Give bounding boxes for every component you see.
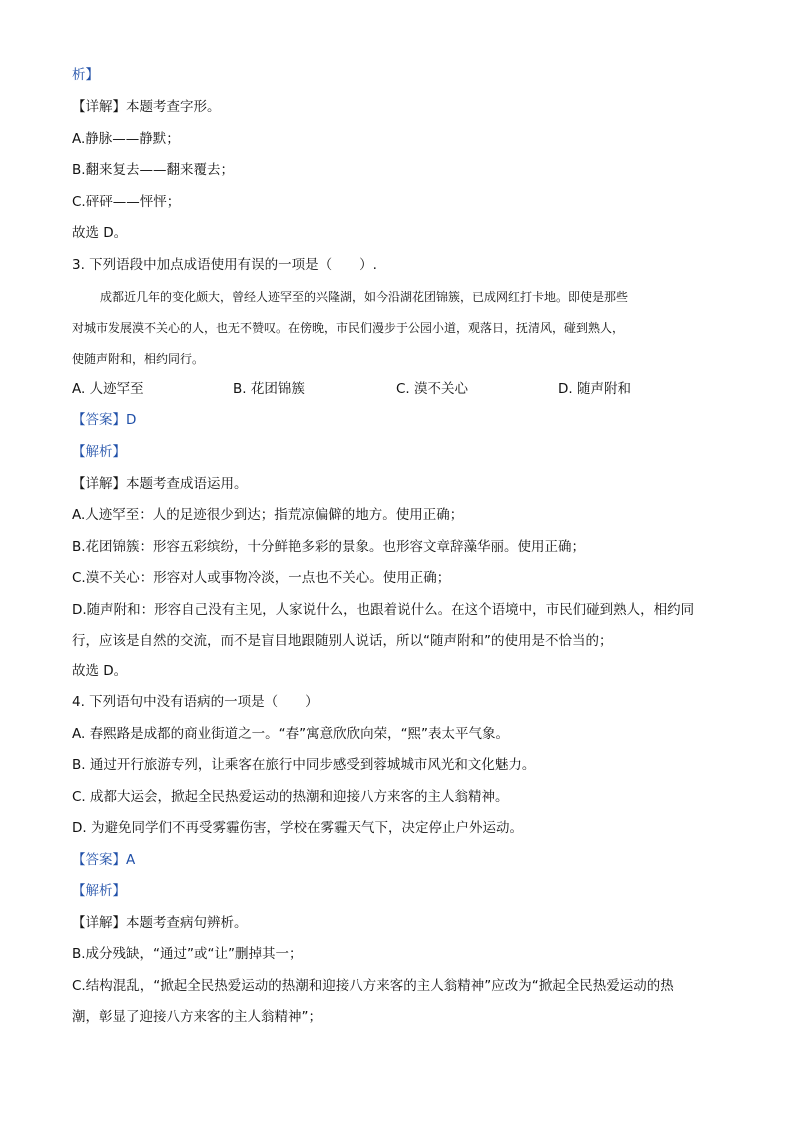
q4-detail-heading: 【详解】本题考查病句辨析。: [72, 915, 248, 931]
q3-options-row: [72, 380, 727, 398]
q2-explain-a: A.静脉——静默；: [72, 131, 180, 147]
q3-explain-c: C.漠不关心：形容对人或事物冷淡，一点也不关心。使用正确；: [72, 570, 451, 586]
q3-passage-line-2: 对城市发展漠不关心的人，也无不赞叹。在傍晚，市民们漫步于公园小道，观落日，抚清风，碰到熟人，: [72, 321, 625, 335]
q3-passage-line-1: 成都近几年的变化颇大，曾经人迹罕至的兴隆湖，如今沿湖花团锦簇，已成网红打卡地。即使是那些: [100, 290, 629, 304]
q3-explain-a: A.人迹罕至：人的足迹很少到达；指荒凉偏僻的地方。使用正确；: [72, 507, 464, 523]
q3-option-d: D. 随声附和: [558, 381, 631, 397]
q4-analysis-label: 【解析】: [72, 883, 126, 899]
q4-option-a: A. 春熙路是成都的商业街道之一。“春”寓意欣欣向荣，“熙”表太平气象。: [72, 726, 510, 742]
q4-explain-c-line-2: 潮，彰显了迎接八方来客的主人翁精神”；: [72, 1009, 322, 1025]
q2-explain-c: C.砰砰——怦怦；: [72, 194, 181, 210]
q3-detail-heading: 【详解】本题考查成语运用。: [72, 476, 248, 492]
q3-conclusion: 故选 D。: [72, 663, 128, 679]
q2-detail-heading: 【详解】本题考查字形。: [72, 99, 221, 115]
q4-answer: 【答案】A: [72, 852, 136, 868]
q3-stem: 3. 下列语段中加点成语使用有误的一项是（ ）.: [72, 257, 377, 273]
analysis-label-partial: 析】: [72, 67, 99, 83]
q3-explain-d-line-2: 行，应该是自然的交流，而不是盲目地跟随别人说话，所以“随声附和”的使用是不恰当的；: [72, 633, 613, 649]
q4-explain-b: B.成分残缺，“通过”或“让”删掉其一；: [72, 946, 303, 962]
q4-option-c: C. 成都大运会，掀起全民热爱运动的热潮和迎接八方来客的主人翁精神。: [72, 789, 509, 805]
q3-explain-b: B.花团锦簇：形容五彩缤纷，十分鲜艳多彩的景象。也形容文章辞藻华丽。使用正确；: [72, 539, 586, 555]
q3-passage-line-3: 使随声附和，相约同行。: [72, 352, 205, 366]
q4-option-b: B. 通过开行旅游专列，让乘客在旅行中同步感受到蓉城城市风光和文化魅力。: [72, 757, 536, 773]
q3-analysis-label: 【解析】: [72, 444, 126, 460]
q3-answer: 【答案】D: [72, 412, 137, 428]
q3-explain-d-line-1: D.随声附和：形容自己没有主见，人家说什么，也跟着说什么。在这个语境中，市民们碰到熟人，相约同: [72, 602, 695, 618]
q3-option-c: C. 漠不关心: [396, 381, 469, 397]
q3-option-b: B. 花团锦簇: [233, 381, 305, 397]
q4-explain-c-line-1: C.结构混乱，“掀起全民热爱运动的热潮和迎接八方来客的主人翁精神”应改为“掀起全民热爱运动的热: [72, 978, 674, 994]
q2-explain-b: B.翻来复去——翻来覆去；: [72, 162, 235, 178]
q4-option-d: D. 为避免同学们不再受雾霾伤害，学校在雾霾天气下，决定停止户外运动。: [72, 820, 523, 836]
q2-conclusion: 故选 D。: [72, 225, 128, 241]
q3-option-a: A. 人迹罕至: [72, 381, 144, 397]
q4-stem: 4. 下列语句中没有语病的一项是（ ）: [72, 694, 319, 710]
